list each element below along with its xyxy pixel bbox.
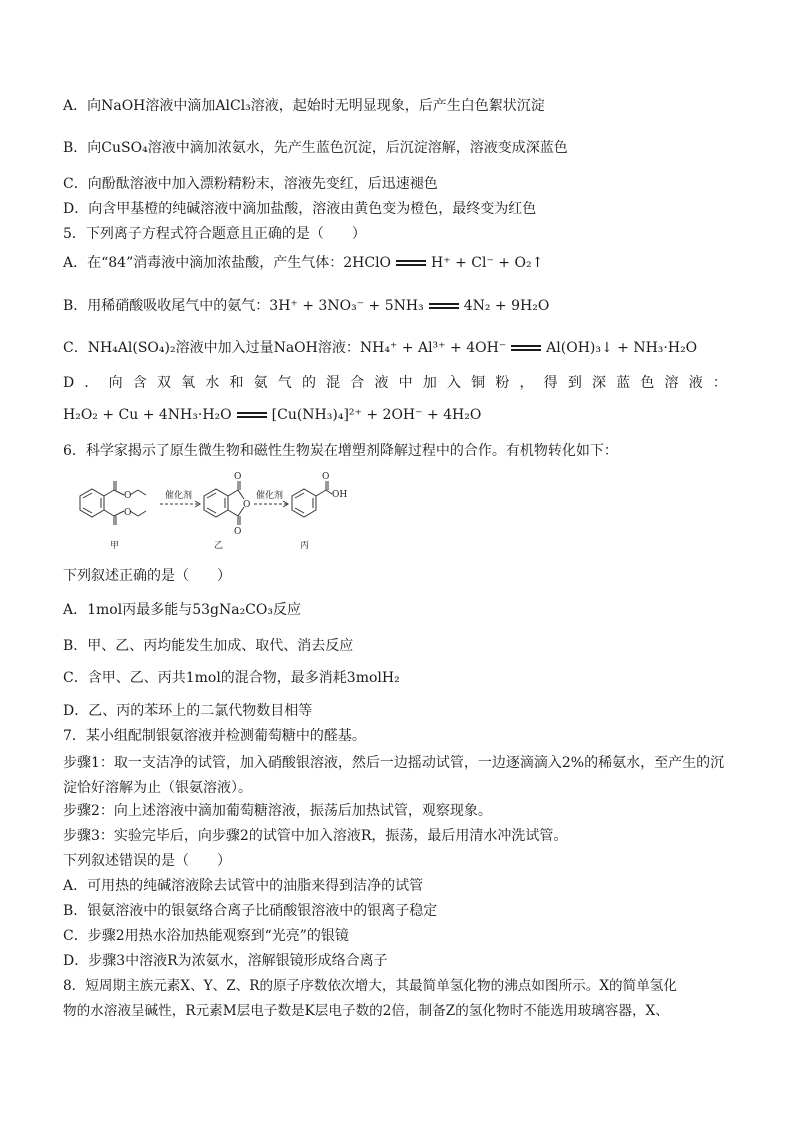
q7-option-d: D．步骤3中溶液R为浓氨水，溶解银镜形成络合离子: [63, 953, 388, 969]
equals-sign-icon: [429, 301, 459, 311]
q5-c-lhs: NH₄⁺ + Al³⁺ + 4OH⁻: [359, 340, 507, 356]
q5-d-rhs: [Cu(NH₃)₄]²⁺ + 2OH⁻ + 4H₂O: [271, 407, 482, 423]
q5-b-lhs: 3H⁺ + 3NO₃⁻ + 5NH₃: [269, 298, 424, 314]
q5-a-lhs: 2HClO: [343, 255, 392, 271]
q5-a-rhs: H⁺ + Cl⁻ + O₂↑: [431, 255, 544, 271]
q7-step1: 步骤1：取一支洁净的试管，加入硝酸银溶液，然后一边摇动试管，一边逐滴滴入2%的稀氨水，至产生的沉淀恰好溶解为止（银氨溶液）。: [63, 755, 725, 796]
catalyst-label-2: 催化剂: [256, 491, 284, 501]
q6-stem: 6．科学家揭示了原生微生物和磁性生物炭在增塑剂降解过程中的合作。有机物转化如下：: [63, 443, 618, 459]
q5-c-rhs: Al(OH)₃↓ + NH₃·H₂O: [546, 340, 698, 356]
q6-option-d: D．乙、丙的苯环上的二氯代物数目相等: [63, 703, 313, 719]
q7-option-c: C．步骤2用热水浴加热能观察到“光亮”的银镜: [63, 928, 349, 944]
q5-d-char: 入: [446, 375, 461, 391]
q4-option-c: C．向酚酞溶液中加入漂粉精粉末，溶液先变红，后迅速褪色: [63, 176, 438, 192]
q6-option-b: B．甲、乙、丙均能发生加成、取代、消去反应: [63, 638, 354, 654]
q5-d-char: 向: [108, 375, 123, 391]
equals-sign-icon: [511, 343, 541, 353]
q5-d-char: 含: [132, 375, 147, 391]
q6-option-a: A．1mol丙最多能与53gNa₂CO₃反应: [63, 602, 301, 618]
q4-option-b: B．向CuSO₄溶液中滴加浓氨水，先产生蓝色沉淀，后沉淀溶解，溶液变成深蓝色: [63, 140, 568, 156]
q5-b-rhs: 4N₂ + 9H₂O: [463, 298, 550, 314]
equals-sign-icon: [237, 410, 267, 420]
q6-option-c: C．含甲、乙、丙共1mol的混合物，最多消耗3molH₂: [63, 670, 400, 686]
q5-option-b: [63, 296, 549, 316]
oxygen-atom: O: [234, 527, 242, 537]
q5-d-char: 水: [205, 375, 220, 391]
q5-d-char: 加: [422, 375, 437, 391]
q5-d-char: 蓝: [616, 375, 631, 391]
q5-d-char: ．: [84, 375, 99, 391]
q5-d-char: 中: [398, 375, 413, 391]
compound-label-jia: 甲: [110, 541, 120, 550]
q5-d-char: 气: [277, 375, 292, 391]
q5-option-d-equation: [63, 405, 481, 425]
oxygen-atom: O: [234, 472, 242, 482]
q8-line1: 8．短周期主族元素X、Y、Z、R的原子序数依次增大，其最简单氢化物的沸点如图所示。X的简单氢化: [63, 978, 677, 994]
q5-c-text: C．NH₄Al(SO₄)₂溶液中加入过量NaOH溶液：: [63, 340, 360, 356]
q5-b-text: B．用稀硝酸吸收尾气中的氨气：: [63, 298, 270, 314]
q5-option-a: [63, 253, 543, 273]
catalyst-label-1: 催化剂: [165, 491, 193, 501]
q5-d-char: 氨: [253, 375, 268, 391]
q7-option-a: A．可用热的纯碱溶液除去试管中的油脂来得到洁净的试管: [63, 878, 424, 894]
q7-option-b: B．银氨溶液中的银氨络合离子比硝酸银溶液中的银离子稳定: [63, 903, 438, 919]
hydroxyl-label: OH: [332, 490, 348, 500]
q5-d-char: 得: [543, 375, 558, 391]
reaction-scheme-svg: [66, 468, 352, 550]
q4-option-a: A．向NaOH溶液中滴加AlCl₃溶液，起始时无明显现象，后产生白色絮状沉淀: [63, 98, 545, 114]
q5-d-char: 粉: [495, 375, 510, 391]
q7-step3: 步骤3：实验完毕后，向步骤2的试管中加入溶液R，振荡，最后用清水冲洗试管。: [63, 828, 568, 844]
compound-label-bing: 丙: [300, 541, 310, 550]
q5-d-char: 液: [374, 375, 389, 391]
q5-option-c: [63, 338, 697, 358]
q5-d-char: 氧: [181, 375, 196, 391]
q5-option-d-text: [63, 373, 727, 393]
q5-stem: 5．下列离子方程式符合题意且正确的是（ ）: [63, 226, 366, 242]
q5-d-char: 深: [592, 375, 607, 391]
q5-d-char: 合: [350, 375, 365, 391]
q5-d-char: ，: [519, 375, 534, 391]
q5-d-char: D: [63, 375, 75, 391]
q5-d-lhs: H₂O₂ + Cu + 4NH₃·H₂O: [63, 407, 232, 423]
oxygen-atom: O: [243, 500, 251, 510]
q5-d-char: 双: [156, 375, 171, 391]
q5-d-char: 的: [301, 375, 316, 391]
q5-d-char: 混: [326, 375, 341, 391]
q8-line2: 物的水溶液呈碱性，R元素M层电子数是K层电子数的2倍，制备Z的氢化物时不能选用玻璃容器，X、: [63, 1003, 669, 1019]
q5-d-char: 液: [688, 375, 703, 391]
q6-question: 下列叙述正确的是（ ）: [63, 568, 231, 584]
q5-d-char: 色: [640, 375, 655, 391]
q5-d-char: 到: [567, 375, 582, 391]
oxygen-atom: O: [322, 472, 330, 482]
oxygen-atom: O: [124, 491, 132, 501]
q5-d-char: 和: [229, 375, 244, 391]
q7-question: 下列叙述错误的是（ ）: [63, 853, 231, 869]
q5-d-char: 铜: [471, 375, 486, 391]
oxygen-atom: O: [124, 508, 132, 518]
q7-step2: 步骤2：向上述溶液中滴加葡萄糖溶液，振荡后加热试管，观察现象。: [63, 803, 492, 819]
compound-label-yi: 乙: [214, 541, 224, 550]
equals-sign-icon: [396, 258, 426, 268]
q5-a-text: A．在“84”消毒液中滴加浓盐酸，产生气体：: [63, 255, 344, 271]
q5-d-char: ：: [712, 375, 727, 391]
q7-stem: 7．某小组配制银氨溶液并检测葡萄糖中的醛基。: [63, 728, 366, 744]
q5-d-char: 溶: [664, 375, 679, 391]
q4-option-d: D．向含甲基橙的纯碱溶液中滴加盐酸，溶液由黄色变为橙色，最终变为红色: [63, 201, 537, 217]
reaction-scheme: [66, 468, 352, 550]
